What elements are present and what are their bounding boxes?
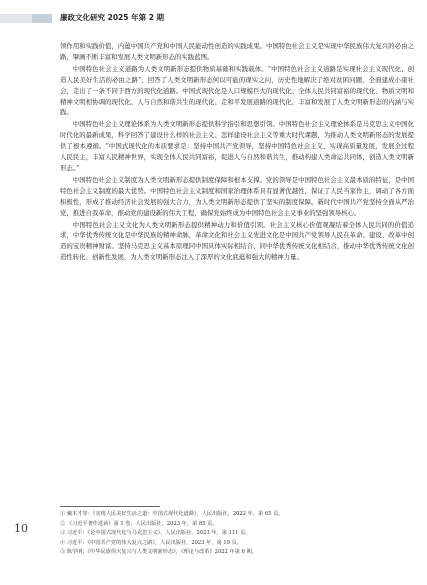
footnote: ② 《习近平著作选读》第 1 卷，人民出版社，2023 年，第 85 页。: [60, 520, 218, 527]
paragraph: 中国特色社会主义制度为人类文明新形态提供制度保障和根本支撑。党的领导是中国特色社会主义最本质的特征，是中国特色社会主义制度的最大优势。中国特色社会主义制度和国家治理体系具有显著优越性，保证了人民当家作主，调动了各方面积极性，形成了推动经济社会发展的强大合力，为人类文明新形态提供了坚实的制度保障。新时代中国共产党坚持全面从严治党，推进自我革命，推动党的建设新的伟大工程，确保党始终成为中国特色社会主义事业的坚强领导核心。: [60, 175, 414, 217]
paragraph: 中国特色社会主义理论体系为人类文明新形态提供科学指引和思想引领。中国特色社会主义理论体系是马克思主义中国化时代化的最新成果，科学回答了建设什么样的社会主义、怎样建设社会主义等重大时代课题，为推动人类文明新形态的发展提供了根本遵循。“中国式现代化的本质要求是：坚持中国共产党领导，坚持中国特色社会主义，实现高质量发展，发展全过程人民民主，丰富人民精神世界，实现全体人民共同富裕，促进人与自然和谐共生，推动构建人类命运共同体，创造人类文明新形态。”: [60, 120, 414, 172]
footnote: ③ 习近平：《论中国式现代化与马克思主义》，人民出版社，2023 年，第 111 页。: [60, 530, 251, 537]
footnotes: [60, 510, 414, 558]
article-body: [60, 41, 414, 263]
paragraph: 中国特色社会主义道路为人类文明新形态提供物质基础和实践载体。“中国特色社会主义道路是实现社会主义现代化、创造人民美好生活的必由之路”，回答了人类文明新形态何以可能的现实之问，历史性地解决了绝对贫困问题，全面建成小康社会，走出了一条不同于西方的现代化道路。中国式现代化是人口规模巨大的现代化、全体人民共同富裕的现代化、物质文明和精神文明相协调的现代化、人与自然和谐共生的现代化、走和平发展道路的现代化，丰富和发展了人类文明新形态的内涵与实践。: [60, 64, 414, 117]
footnote: ④ 习近平：《中国共产党的伟大复兴之路》，人民出版社，2023 年，第 19 页。: [60, 539, 243, 546]
header-decoration: [0, 14, 52, 23]
page-number: 10: [14, 522, 28, 535]
journal-title: 廉政文化研究 2025 年第 2 期: [60, 13, 165, 22]
paragraph: 中国特色社会主义文化为人类文明新形态提供精神动力和价值引领。社会主义核心价值观凝结着全体人民共同的价值追求，中华优秀传统文化是中华民族的精神命脉，革命文化和社会主义先进文化是中国共产党领导人民在革命、建设、改革中创造的宝贵精神财富。坚持马克思主义基本原理同中国具体实际相结合、同中华优秀传统文化相结合，推动中华优秀传统文化创造性转化、创新性发展，为人类文明新形态注入了深厚的文化底蕴和强大的精神力量。: [60, 220, 414, 262]
footnote: ⑤ 陈学明：《中华民族伟大复兴与人类文明新形态》，《理论与改革》2022 年第 6 期。: [60, 549, 257, 556]
paragraph: 领作用和实践价值，内蕴中国共产党和中国人民能动性创造的实践成果。中国特色社会主义是实现中华民族伟大复兴的必由之路，擘画不断丰富和发展人类文明新形态的实践蓝图。: [60, 42, 414, 61]
header-decoration-accent: [32, 14, 52, 23]
footnote: ① 戴木才等：《实现人民美好生活之道：中国式现代化道路》，人民出版社，2022 年，第 65 页。: [60, 511, 284, 517]
page-header: [0, 0, 427, 32]
footnote-divider: [60, 506, 160, 507]
